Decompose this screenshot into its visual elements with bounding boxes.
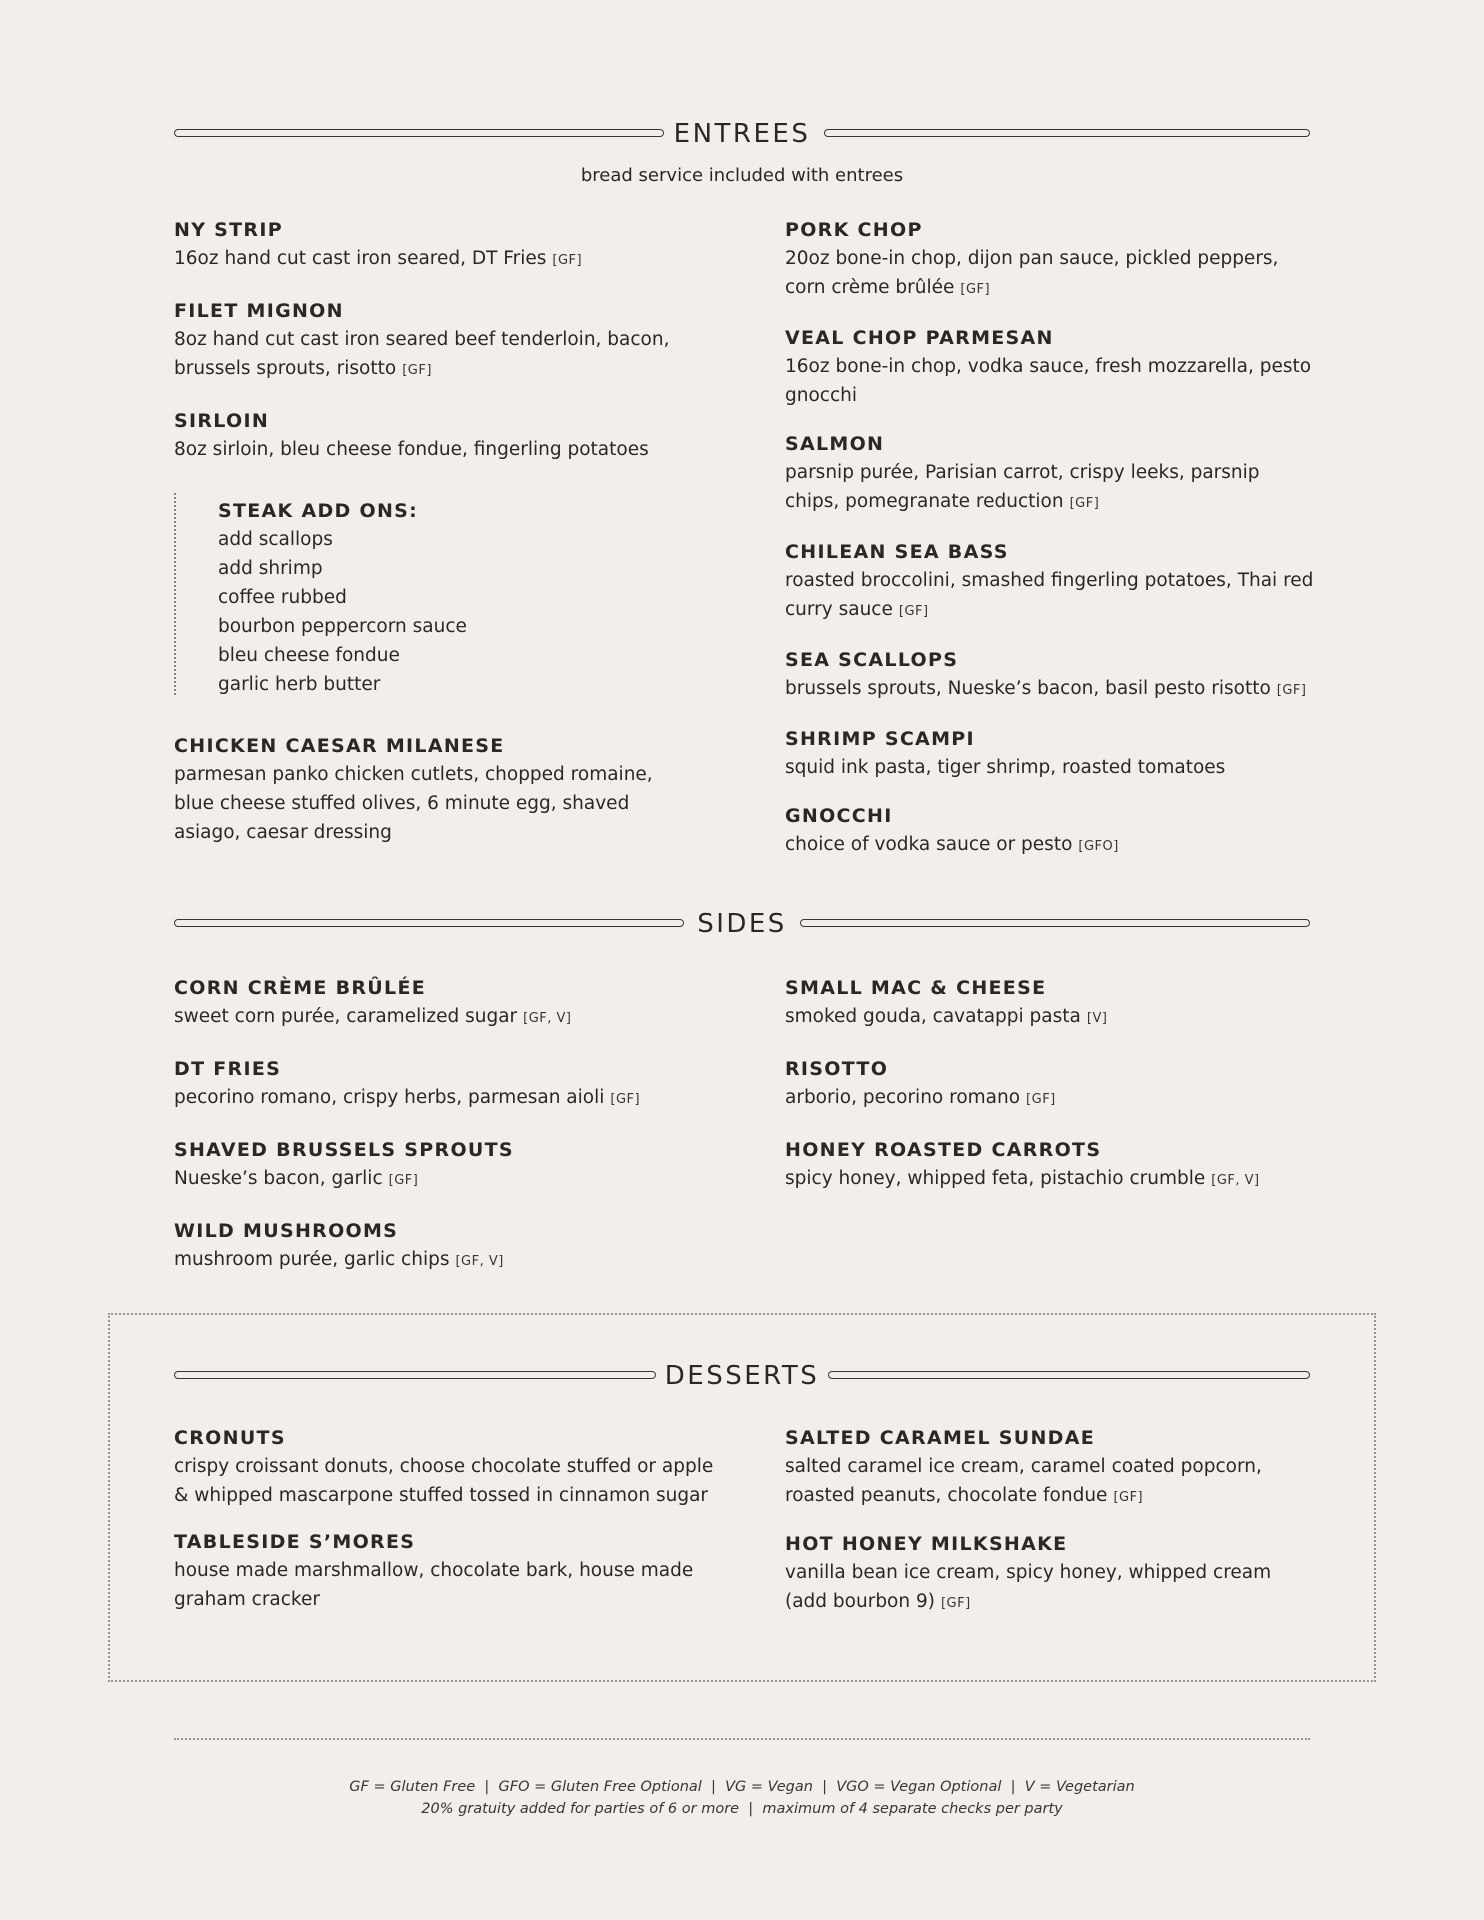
menu-item [785, 1055, 1315, 1114]
item-name: CRONUTS [174, 1427, 286, 1449]
item-name: SMALL MAC & CHEESE [785, 977, 1047, 999]
desserts-left-column [174, 1424, 714, 1614]
entrees-header [174, 114, 1310, 154]
item-description: sweet corn purée, caramelized sugar [GF, V] [174, 1006, 572, 1027]
menu-item [785, 974, 1315, 1033]
item-name: CORN CRÈME BRÛLÉE [174, 977, 427, 999]
item-name: CHICKEN CAESAR MILANESE [174, 735, 505, 757]
footer-divider [174, 1738, 1310, 1740]
item-name: NY STRIP [174, 219, 283, 241]
item-description: 8oz sirloin, bleu cheese fondue, fingerling potatoes [174, 439, 649, 460]
dietary-tag: [GF] [940, 1596, 971, 1611]
dietary-tag: [GF] [610, 1092, 641, 1107]
item-name: PORK CHOP [785, 219, 923, 241]
dietary-tag: [GF] [1026, 1092, 1056, 1107]
entrees-right-column [785, 216, 1315, 861]
add-ons-title: STEAK ADD ONS: [218, 500, 419, 522]
item-name: SIRLOIN [174, 410, 270, 432]
menu-item [174, 1136, 734, 1195]
item-description: pecorino romano, crispy herbs, parmesan aioli [GF] [174, 1087, 641, 1108]
entrees-subtitle: bread service included with entrees [580, 165, 904, 186]
menu-item [785, 646, 1315, 705]
item-name: DT FRIES [174, 1058, 282, 1080]
header-rule-right [800, 919, 1310, 927]
header-rule-right [824, 129, 1310, 137]
dietary-tag: [GF] [402, 363, 432, 378]
dietary-tag: [GF] [1276, 683, 1307, 698]
add-on-item: garlic herb butter [218, 674, 381, 695]
item-name: SEA SCALLOPS [785, 649, 959, 671]
item-description: choice of vodka sauce or pesto [GFO] [785, 834, 1119, 855]
add-on-item: add scallops [218, 529, 333, 550]
item-name: HOT HONEY MILKSHAKE [785, 1533, 1068, 1555]
item-description: parmesan panko chicken cutlets, chopped romaine, blue cheese stuffed olives, 6 minute egg, shaved asiago, caesar dressing [174, 764, 653, 843]
menu-item [174, 1217, 734, 1276]
item-description: roasted broccolini, smashed fingerling potatoes, Thai red curry sauce [GF] [785, 570, 1314, 620]
dietary-tag: [GF] [898, 604, 929, 619]
entrees-title: ENTREES [673, 119, 811, 149]
sides-title: SIDES [697, 909, 787, 939]
menu-item [174, 297, 694, 385]
item-name: CHILEAN SEA BASS [785, 541, 1009, 563]
item-description: parsnip purée, Parisian carrot, crispy leeks, parsnip chips, pomegranate reduction [GF] [785, 462, 1260, 512]
entrees-left-column [174, 216, 694, 464]
menu-item [785, 324, 1315, 410]
item-name: RISOTTO [785, 1058, 889, 1080]
menu-item [785, 1136, 1315, 1195]
desserts-title: DESSERTS [664, 1361, 820, 1391]
menu-item [174, 1424, 714, 1510]
item-description: smoked gouda, cavatappi pasta [V] [785, 1006, 1108, 1027]
dietary-tag: [GF] [960, 282, 991, 297]
item-name: GNOCCHI [785, 805, 893, 827]
menu-item [174, 407, 694, 464]
dietary-tag: [GF] [1113, 1490, 1144, 1505]
party-policy: 20% gratuity added for parties of 6 or more | maximum of 4 separate checks per party [421, 1801, 1063, 1817]
menu-item [785, 725, 1315, 782]
dietary-tag: [GF, V] [523, 1011, 572, 1026]
dietary-tag: [V] [1086, 1011, 1108, 1026]
item-description: arborio, pecorino romano [GF] [785, 1087, 1056, 1108]
item-description: Nueske’s bacon, garlic [GF] [174, 1168, 419, 1189]
menu-item [785, 1424, 1315, 1512]
menu-item [785, 802, 1315, 861]
item-description: brussels sprouts, Nueske’s bacon, basil pesto risotto [GF] [785, 678, 1307, 699]
item-description: 20oz bone-in chop, dijon pan sauce, pickled peppers, corn crème brûlée [GF] [785, 248, 1279, 298]
item-name: TABLESIDE S’MORES [174, 1531, 416, 1553]
dietary-tag: [GF, V] [455, 1254, 504, 1269]
menu-item [174, 974, 734, 1033]
dietary-tag: [GF] [552, 253, 583, 268]
item-description: house made marshmallow, chocolate bark, house made graham cracker [174, 1560, 694, 1610]
dietary-tag: [GF] [1069, 496, 1100, 511]
item-description: spicy honey, whipped feta, pistachio crumble [GF, V] [785, 1168, 1260, 1189]
item-name: SALTED CARAMEL SUNDAE [785, 1427, 1096, 1449]
item-description: 8oz hand cut cast iron seared beef tenderloin, bacon, brussels sprouts, risotto [GF] [174, 329, 670, 379]
dietary-tag: [GF] [388, 1173, 419, 1188]
item-name: WILD MUSHROOMS [174, 1220, 399, 1242]
item-description: salted caramel ice cream, caramel coated popcorn, roasted peanuts, chocolate fondue [GF] [785, 1456, 1262, 1506]
header-rule-right [828, 1371, 1310, 1379]
item-name: FILET MIGNON [174, 300, 344, 322]
add-on-item: bourbon peppercorn sauce [218, 616, 467, 637]
menu-item [174, 732, 694, 847]
menu-item [785, 1530, 1315, 1618]
item-name: SHRIMP SCAMPI [785, 728, 975, 750]
dietary-legend: GF = Gluten Free | GFO = Gluten Free Optional | VG = Vegan | VGO = Vegan Optional | V = Vegetarian [349, 1779, 1135, 1795]
item-name: VEAL CHOP PARMESAN [785, 327, 1054, 349]
sides-header [174, 904, 1310, 944]
add-on-item: add shrimp [218, 558, 323, 579]
item-name: SALMON [785, 433, 885, 455]
item-description: vanilla bean ice cream, spicy honey, whipped cream (add bourbon 9) [GF] [785, 1562, 1272, 1612]
item-description: 16oz hand cut cast iron seared, DT Fries [GF] [174, 248, 583, 269]
dietary-tag: [GFO] [1078, 839, 1119, 854]
sides-right-column [785, 974, 1315, 1195]
menu-item [174, 1055, 734, 1114]
add-on-item: bleu cheese fondue [218, 645, 400, 666]
menu-item [785, 216, 1315, 304]
menu-item [174, 216, 694, 275]
menu-item [174, 1528, 714, 1614]
item-description: mushroom purée, garlic chips [GF, V] [174, 1249, 504, 1270]
item-description: crispy croissant donuts, choose chocolate stuffed or apple & whipped mascarpone stuffed tossed in cinnamon sugar [174, 1456, 714, 1506]
item-name: HONEY ROASTED CARROTS [785, 1139, 1102, 1161]
entrees-left-bottom [174, 732, 694, 847]
desserts-header [174, 1356, 1310, 1396]
sides-left-column [174, 974, 734, 1276]
menu-item [785, 430, 1315, 518]
item-description: squid ink pasta, tiger shrimp, roasted tomatoes [785, 757, 1226, 778]
item-description: 16oz bone-in chop, vodka sauce, fresh mozzarella, pesto gnocchi [785, 356, 1312, 406]
dietary-tag: [GF, V] [1211, 1173, 1260, 1188]
menu-item [785, 538, 1315, 626]
item-name: SHAVED BRUSSELS SPROUTS [174, 1139, 514, 1161]
steak-add-ons [174, 493, 674, 695]
desserts-right-column [785, 1424, 1315, 1618]
add-on-item: coffee rubbed [218, 587, 347, 608]
